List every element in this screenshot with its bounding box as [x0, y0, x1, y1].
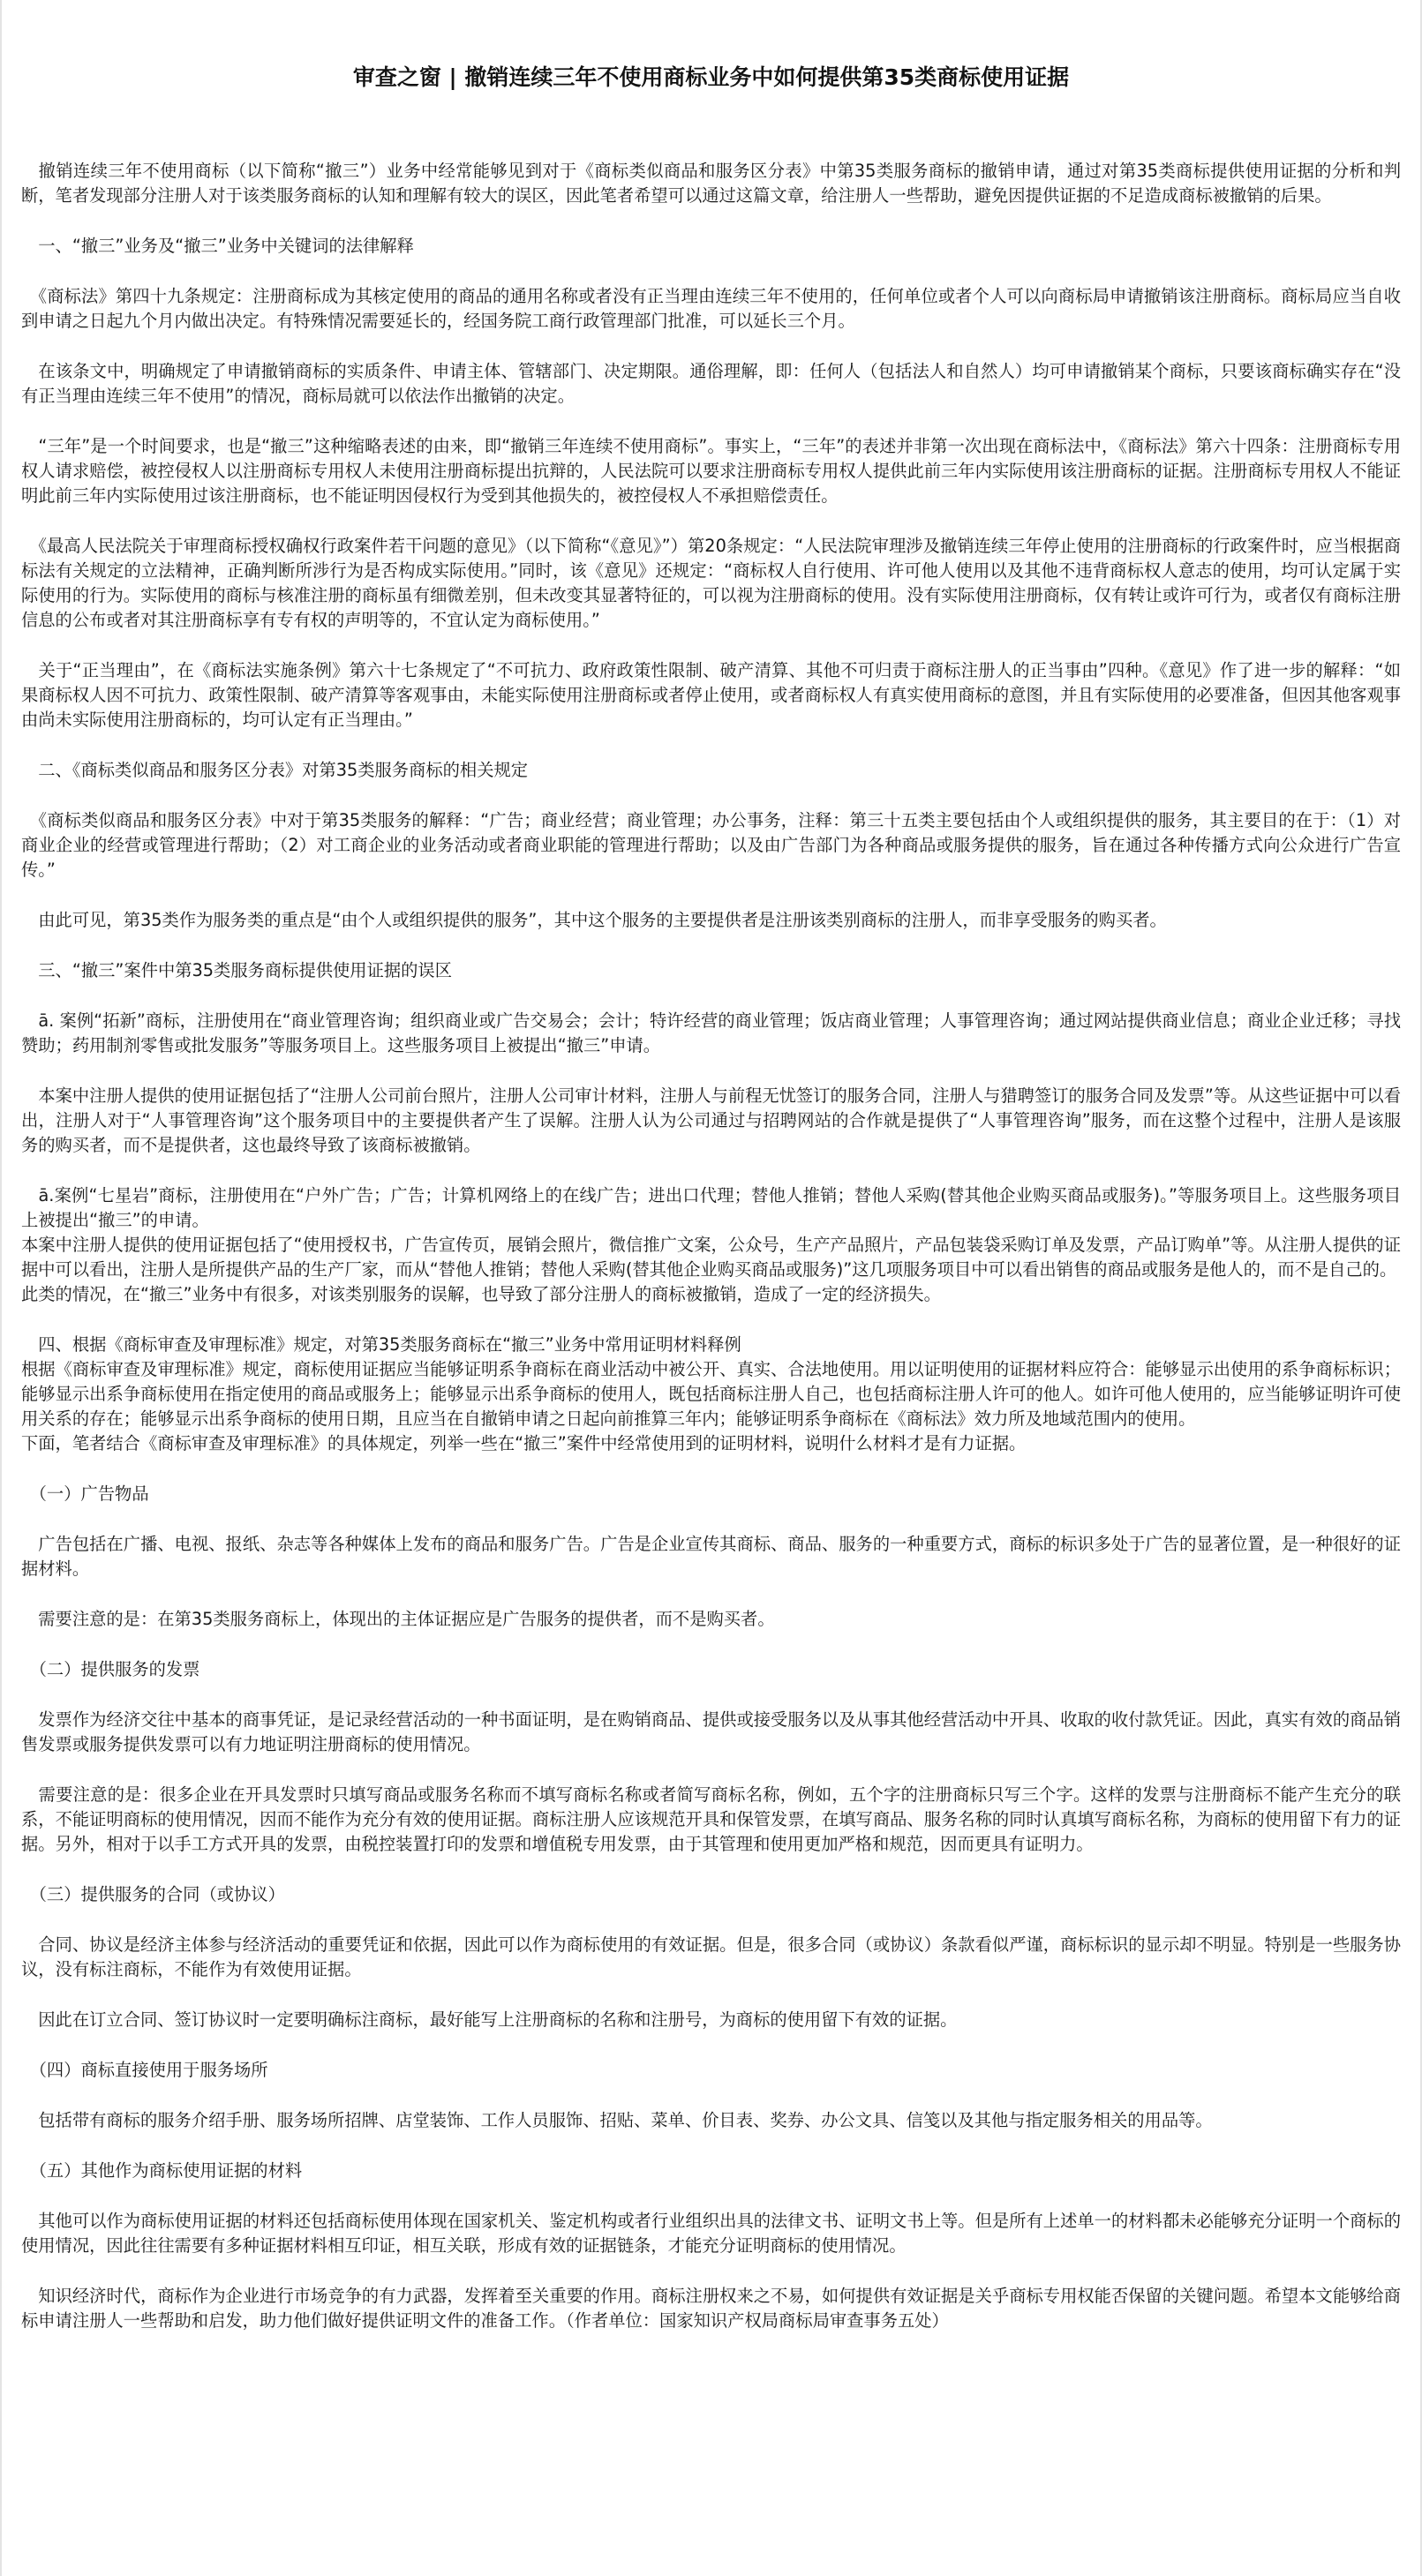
paragraph: 其他可以作为商标使用证据的材料还包括商标使用体现在国家机关、鉴定机构或者行业组织出具的法律文书、证明文书上等。但是所有上述单一的材料都未必能够充分证明一个商标的使用情况，因此往往需要有多种证据材料相互印证，相互关联，形成有效的证据链条，才能充分证明商标的使用情况。	[21, 2211, 1401, 2256]
paragraph-intro: 撤销连续三年不使用商标（以下简称“撤三”）业务中经常能够见到对于《商标类似商品和服务区分表》中第35类服务商标的撤销申请，通过对第35类商标提供使用证据的分析和判断，笔者发现部分注册人对于该类服务商标的认知和理解有较大的误区，因此笔者希望可以通过这篇文章，给注册人一些帮助，避免因提供证据的不足造成商标被撤销的后果。	[21, 161, 1401, 206]
section-block-4: 四、根据《商标审查及审理标准》规定，对第35类服务商标在“撤三”业务中常用证明材料释例 根据《商标审查及审理标准》规定，商标使用证据应当能够证明系争商标在商业活动中被公开、真实、合法地使用。用以证明使用的证据材料应符合：能够显示出使用的系争商标标识；能够显示出系争商标使用在指定使用的商品或服务上；能够显示出系争商标的使用人，既包括商标注册人自己，也包括商标注册人许可的他人。如许可他人使用的，应当能够证明许可使用关系的存在；能够显示出系争商标的使用日期，且应当在自撤销申请之日起向前推算三年内；能够证明系争商标在《商标法》效力所及地域范围内的使用。 下面，笔者结合《商标审查及审理标准》的具体规定，列举一些在“撤三”案件中经常使用到的证明材料，说明什么材料才是有力证据。	[21, 1334, 1401, 1453]
section-heading-2: 二、《商标类似商品和服务区分表》对第35类服务商标的相关规定	[21, 760, 529, 780]
paragraph: 《商标类似商品和服务区分表》中对于第35类服务的解释：“广告；商业经营；商业管理；办公事务，注释：第三十五类主要包括由个人或组织提供的服务，其主要目的在于：（1）对商业企业的经营或管理进行帮助；（2）对工商企业的业务活动或者商业职能的管理进行帮助；以及由广告部门为各种商品或服务提供的服务，旨在通过各种传播方式向公众进行广告宣传。”	[21, 810, 1401, 880]
article-body	[21, 159, 1401, 2333]
paragraph: 在该条文中，明确规定了申请撤销商标的实质条件、申请主体、管辖部门、决定期限。通俗理解，即：任何人（包括法人和自然人）均可申请撤销某个商标，只要该商标确实存在“没有正当理由连续三年不使用”的情况，商标局就可以依法作出撤销的决定。	[21, 361, 1401, 406]
subheading-other: （五）其他作为商标使用证据的材料	[21, 2160, 303, 2181]
subheading-ads: （一）广告物品	[21, 1483, 149, 1504]
paragraph: 关于“正当理由”，在《商标法实施条例》第六十七条规定了“不可抗力、政府政策性限制、破产清算、其他不可归责于商标注册人的正当事由”四种。《意见》作了进一步的解释：“如果商标权人因不可抗力、政策性限制、破产清算等客观事由，未能实际使用注册商标或者停止使用，或者商标权人有真实使用商标的意图，并且有实际使用的必要准备，但因其他客观事由尚未实际使用注册商标的，均可认定有正当理由。”	[21, 660, 1401, 730]
subheading-invoice: （二）提供服务的发票	[21, 1659, 200, 1679]
paragraph: 需要注意的是：在第35类服务商标上，体现出的主体证据应是广告服务的提供者，而不是购买者。	[21, 1609, 775, 1629]
section-heading-3: 三、“撤三”案件中第35类服务商标提供使用证据的误区	[21, 960, 452, 980]
paragraph: 需要注意的是：很多企业在开具发票时只填写商品或服务名称而不填写商标名称或者简写商标名称，例如，五个字的注册商标只写三个字。这样的发票与注册商标不能产生充分的联系，不能证明商标的使用情况，因而不能作为充分有效的使用证据。商标注册人应该规范开具和保管发票，在填写商品、服务名称的同时认真填写商标名称，为商标的使用留下有力的证据。另外，相对于以手工方式开具的发票，由税控装置打印的发票和增值税专用发票，由于其管理和使用更加严格和规范，因而更具有证明力。	[21, 1784, 1401, 1854]
paragraph-case-1: ā. 案例“拓新”商标，注册使用在“商业管理咨询；组织商业或广告交易会；会计；特许经营的商业管理；饭店商业管理；人事管理咨询；通过网站提供商业信息；商业企业迁移；寻找赞助；药用制剂零售或批发服务”等服务项目上。这些服务项目上被提出“撤三”申请。	[21, 1010, 1401, 1055]
paragraph-case-2: ā.案例“七星岩”商标，注册使用在“户外广告；广告；计算机网络上的在线广告；进出口代理；替他人推销；替他人采购(替其他企业购买商品或服务)。”等服务项目上。这些服务项目上被提出“撤三”的申请。 本案中注册人提供的使用证据包括了“使用授权书，广告宣传页，展销会照片，微信推广文案，公众号，生产产品照片，产品包装袋采购订单及发票，产品订购单”等。从注册人提供的证据中可以看出，注册人是所提供产品的生产厂家，而从“替他人推销；替他人采购(替其他企业购买商品或服务)”这几项服务项目中可以看出销售的商品或服务是他人的，而不是自己的。 此类的情况，在“撤三”业务中有很多，对该类别服务的误解，也导致了部分注册人的商标被撤销，造成了一定的经济损失。	[21, 1185, 1401, 1304]
paragraph: “三年”是一个时间要求，也是“撤三”这种缩略表述的由来，即“撤销三年连续不使用商标”。事实上，“三年”的表述并非第一次出现在商标法中，《商标法》第六十四条：注册商标专用权人请求赔偿，被控侵权人以注册商标专用权人未使用注册商标提出抗辩的，人民法院可以要求注册商标专用权人提供此前三年内实际使用该注册商标的证据。注册商标专用权人不能证明此前三年内实际使用过该注册商标，也不能证明因侵权行为受到其他损失的，被控侵权人不承担赔偿责任。	[21, 436, 1401, 506]
paragraph: 广告包括在广播、电视、报纸、杂志等各种媒体上发布的商品和服务广告。广告是企业宣传其商标、商品、服务的一种重要方式，商标的标识多处于广告的显著位置，是一种很好的证据材料。	[21, 1534, 1401, 1579]
paragraph-conclusion: 知识经济时代，商标作为企业进行市场竞争的有力武器，发挥着至关重要的作用。商标注册权来之不易，如何提供有效证据是关乎商标专用权能否保留的关键问题。希望本文能够给商标申请注册人一些帮助和启发，助力他们做好提供证明文件的准备工作。（作者单位：国家知识产权局商标局审查事务五处）	[21, 2286, 1401, 2331]
subheading-premises: （四）商标直接使用于服务场所	[21, 2060, 268, 2080]
paragraph: 本案中注册人提供的使用证据包括了“注册人公司前台照片，注册人公司审计材料，注册人与前程无忧签订的服务合同，注册人与猎聘签订的服务合同及发票”等。从这些证据中可以看出，注册人对于“人事管理咨询”这个服务项目中的主要提供者产生了误解。注册人认为公司通过与招聘网站的合作就是提供了“人事管理咨询”服务，而在这整个过程中，注册人是该服务的购买者，而不是提供者，这也最终导致了该商标被撤销。	[21, 1085, 1401, 1155]
paragraph: 《最高人民法院关于审理商标授权确权行政案件若干问题的意见》（以下简称“《意见》”）第20条规定：“人民法院审理涉及撤销连续三年停止使用的注册商标的行政案件时，应当根据商标法有关规定的立法精神，正确判断所涉行为是否构成实际使用。”同时，该《意见》还规定：“商标权人自行使用、许可他人使用以及其他不违背商标权人意志的使用，均可认定属于实际使用的行为。实际使用的商标与核准注册的商标虽有细微差别，但未改变其显著特征的，可以视为注册商标的使用。没有实际使用注册商标，仅有转让或许可行为，或者仅有商标注册信息的公布或者对其注册商标享有专有权的声明等的，不宜认定为商标使用。”	[21, 536, 1401, 630]
paragraph: 因此在订立合同、签订协议时一定要明确标注商标，最好能写上注册商标的名称和注册号，为商标的使用留下有效的证据。	[21, 2009, 958, 2030]
paragraph: 合同、协议是经济主体参与经济活动的重要凭证和依据，因此可以作为商标使用的有效证据。但是，很多合同（或协议）条款看似严谨，商标标识的显示却不明显。特别是一些服务协议，没有标注商标，不能作为有效使用证据。	[21, 1934, 1401, 1979]
subheading-contract: （三）提供服务的合同（或协议）	[21, 1884, 285, 1904]
paragraph: 《商标法》第四十九条规定：注册商标成为其核定使用的商品的通用名称或者没有正当理由连续三年不使用的，任何单位或者个人可以向商标局申请撤销该注册商标。商标局应当自收到申请之日起九个月内做出决定。有特殊情况需要延长的，经国务院工商行政管理部门批准，可以延长三个月。	[21, 286, 1401, 331]
paragraph: 包括带有商标的服务介绍手册、服务场所招牌、店堂装饰、工作人员服饰、招贴、菜单、价目表、奖券、办公文具、信笺以及其他与指定服务相关的用品等。	[21, 2110, 1213, 2130]
article-title: 审查之窗 | 撤销连续三年不使用商标业务中如何提供第35类商标使用证据	[352, 64, 1070, 90]
paragraph: 发票作为经济交往中基本的商事凭证，是记录经营活动的一种书面证明，是在购销商品、提供或接受服务以及从事其他经营活动中开具、收取的收付款凭证。因此，真实有效的商品销售发票或服务提供发票可以有力地证明注册商标的使用情况。	[21, 1709, 1401, 1754]
section-heading-1: 一、“撤三”业务及“撤三”业务中关键词的法律解释	[21, 236, 414, 256]
paragraph: 由此可见，第35类作为服务类的重点是“由个人或组织提供的服务”，其中这个服务的主要提供者是注册该类别商标的注册人，而非享受服务的购买者。	[21, 910, 1167, 930]
